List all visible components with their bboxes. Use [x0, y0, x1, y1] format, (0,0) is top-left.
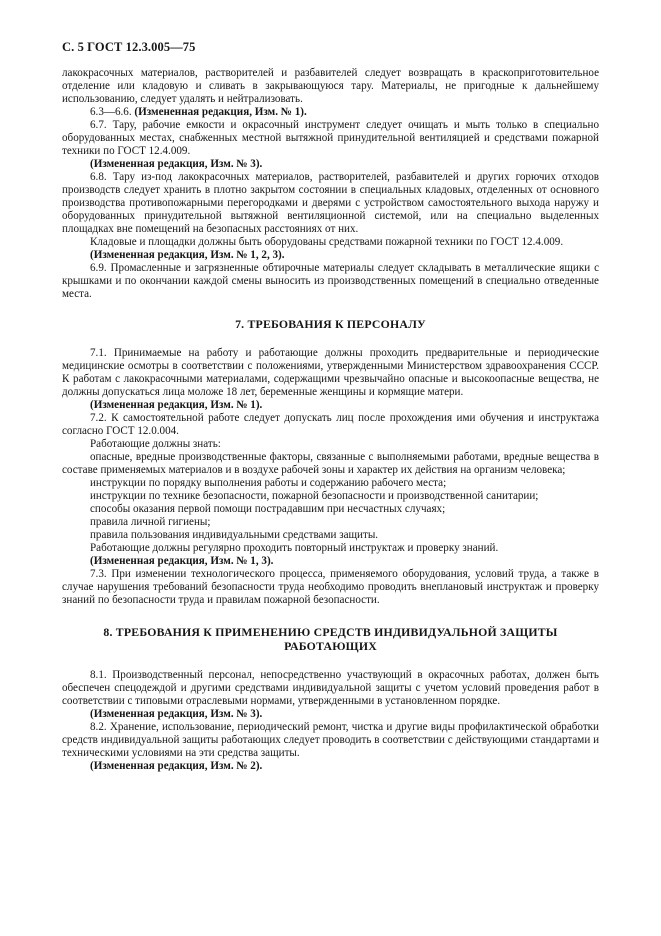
section-7-title: 7. ТРЕБОВАНИЯ К ПЕРСОНАЛУ: [235, 317, 426, 331]
paragraph: 7.1. Принимаемые на работу и работающие должны проходить предварительные и периодические медицинские осмотры в соответствии с положениями, утвержденными Министерством здравоохранения СССР. К работам с лакокрасочными материалами, содержащими чрезвычайно опасные и высокоопасные вещества, не должны допускаться лица моложе 18 лет, беременные женщины и кормящие матери.: [62, 347, 599, 398]
paragraph: 6.7. Тару, рабочие емкости и окрасочный инструмент следует очищать и мыть только в специально оборудованных местах, снабженных местной вытяжной принудительной вентиляцией и средствами пожарной техники по ГОСТ 12.4.009.: [62, 119, 599, 157]
edition-note: (Измененная редакция, Изм. № 3).: [90, 158, 263, 170]
list-item: способы оказания первой помощи пострадавшим при несчастных случаях;: [90, 503, 446, 515]
section7-body: [62, 347, 599, 607]
edition-note: (Измененная редакция, Изм. № 2).: [90, 760, 263, 772]
paragraph: 8.2. Хранение, использование, периодический ремонт, чистка и другие виды профилактической обработки средств индивидуальной защиты работающих следует проводить в соответствии с действующими стандартами и техническими условиями на эти средства защиты.: [62, 721, 599, 759]
section8-body: [62, 669, 599, 773]
section-8-title-line2: РАБОТАЮЩИХ: [284, 639, 377, 653]
list-item: правила личной гигиены;: [90, 516, 211, 528]
paragraph: 6.8. Тару из-под лакокрасочных материалов, растворителей, разбавителей и других горючих отходов производств следует хранить в плотно закрытом состоянии в специальных кладовых, отделенных от основного производства противопожарными перегородками и дверями с устройством самостоятельного выхода наружу и оборудованных принудительной вытяжной вентиляционной системой, или на специально выделенных площадках вне помещений на безопасных расстояниях от них.: [62, 171, 599, 235]
list-item: инструкции по порядку выполнения работы и содержанию рабочего места;: [90, 477, 447, 489]
edition-note: (Измененная редакция, Изм. № 1).: [134, 106, 307, 118]
paragraph: лакокрасочных материалов, растворителей и разбавителей следует возвращать в краскоприготовительное отделение или кладовую и сливать в закрывающуюся тару. Материалы, не пригодные к дальнейшему использованию, следует удалять и нейтрализовать.: [62, 67, 599, 105]
paragraph: 7.3. При изменении технологического процесса, применяемого оборудования, условий труда, а также в случае нарушения требований безопасности труда необходимо проводить внеплановый инструктаж и проверку знаний по безопасности труда и правилам пожарной безопасности.: [62, 568, 599, 606]
paragraph: Работающие должны знать:: [90, 438, 221, 450]
page-header: С. 5 ГОСТ 12.3.005—75: [62, 40, 196, 54]
list-item: правила пользования индивидуальными средствами защиты.: [90, 529, 379, 541]
edition-note: (Измененная редакция, Изм. № 3).: [90, 708, 263, 720]
paragraph: опасные, вредные производственные факторы, связанные с выполняемыми работами, вредные вещества в составе применяемых материалов и в воздухе рабочей зоны и характер их действия на организм человека;: [62, 451, 599, 476]
section6-continuation: [62, 67, 599, 301]
paragraph-6-3-6-6: [62, 106, 599, 119]
list-item: инструкции по технике безопасности, пожарной безопасности и производственной санитарии;: [90, 490, 539, 502]
paragraph: 8.1. Производственный персонал, непосредственно участвующий в окрасочных работах, должен быть обеспечен спецодеждой и другими средствами индивидуальной защиты с учетом условий проведения работ в соответствии с типовыми отраслевыми нормами, утвержденными в установленном порядке.: [62, 669, 599, 707]
edition-note: (Измененная редакция, Изм. № 1, 2, 3).: [90, 249, 285, 261]
paragraph: Работающие должны регулярно проходить повторный инструктаж и проверку знаний.: [90, 542, 499, 554]
edition-note: (Измененная редакция, Изм. № 1).: [90, 399, 263, 411]
document-page: [62, 40, 599, 773]
paragraph: Кладовые и площадки должны быть оборудованы средствами пожарной техники по ГОСТ 12.4.009.: [90, 236, 564, 248]
edition-note: (Измененная редакция, Изм. № 1, 3).: [90, 555, 274, 567]
paragraph: 7.2. К самостоятельной работе следует допускать лиц после прохождения ими обучения и инструктажа согласно ГОСТ 12.0.004.: [62, 412, 599, 437]
section-8-title: [62, 625, 599, 653]
section-8-title-line1: 8. ТРЕБОВАНИЯ К ПРИМЕНЕНИЮ СРЕДСТВ ИНДИВИДУАЛЬНОЙ ЗАЩИТЫ: [103, 625, 558, 639]
paragraph: 6.9. Промасленные и загрязненные обтирочные материалы следует складывать в металлические ящики с крышками и по окончании каждой смены выносить из производственных помещений в специально отведенные места.: [62, 262, 599, 300]
clause-number: 6.3—6.6.: [90, 106, 132, 118]
